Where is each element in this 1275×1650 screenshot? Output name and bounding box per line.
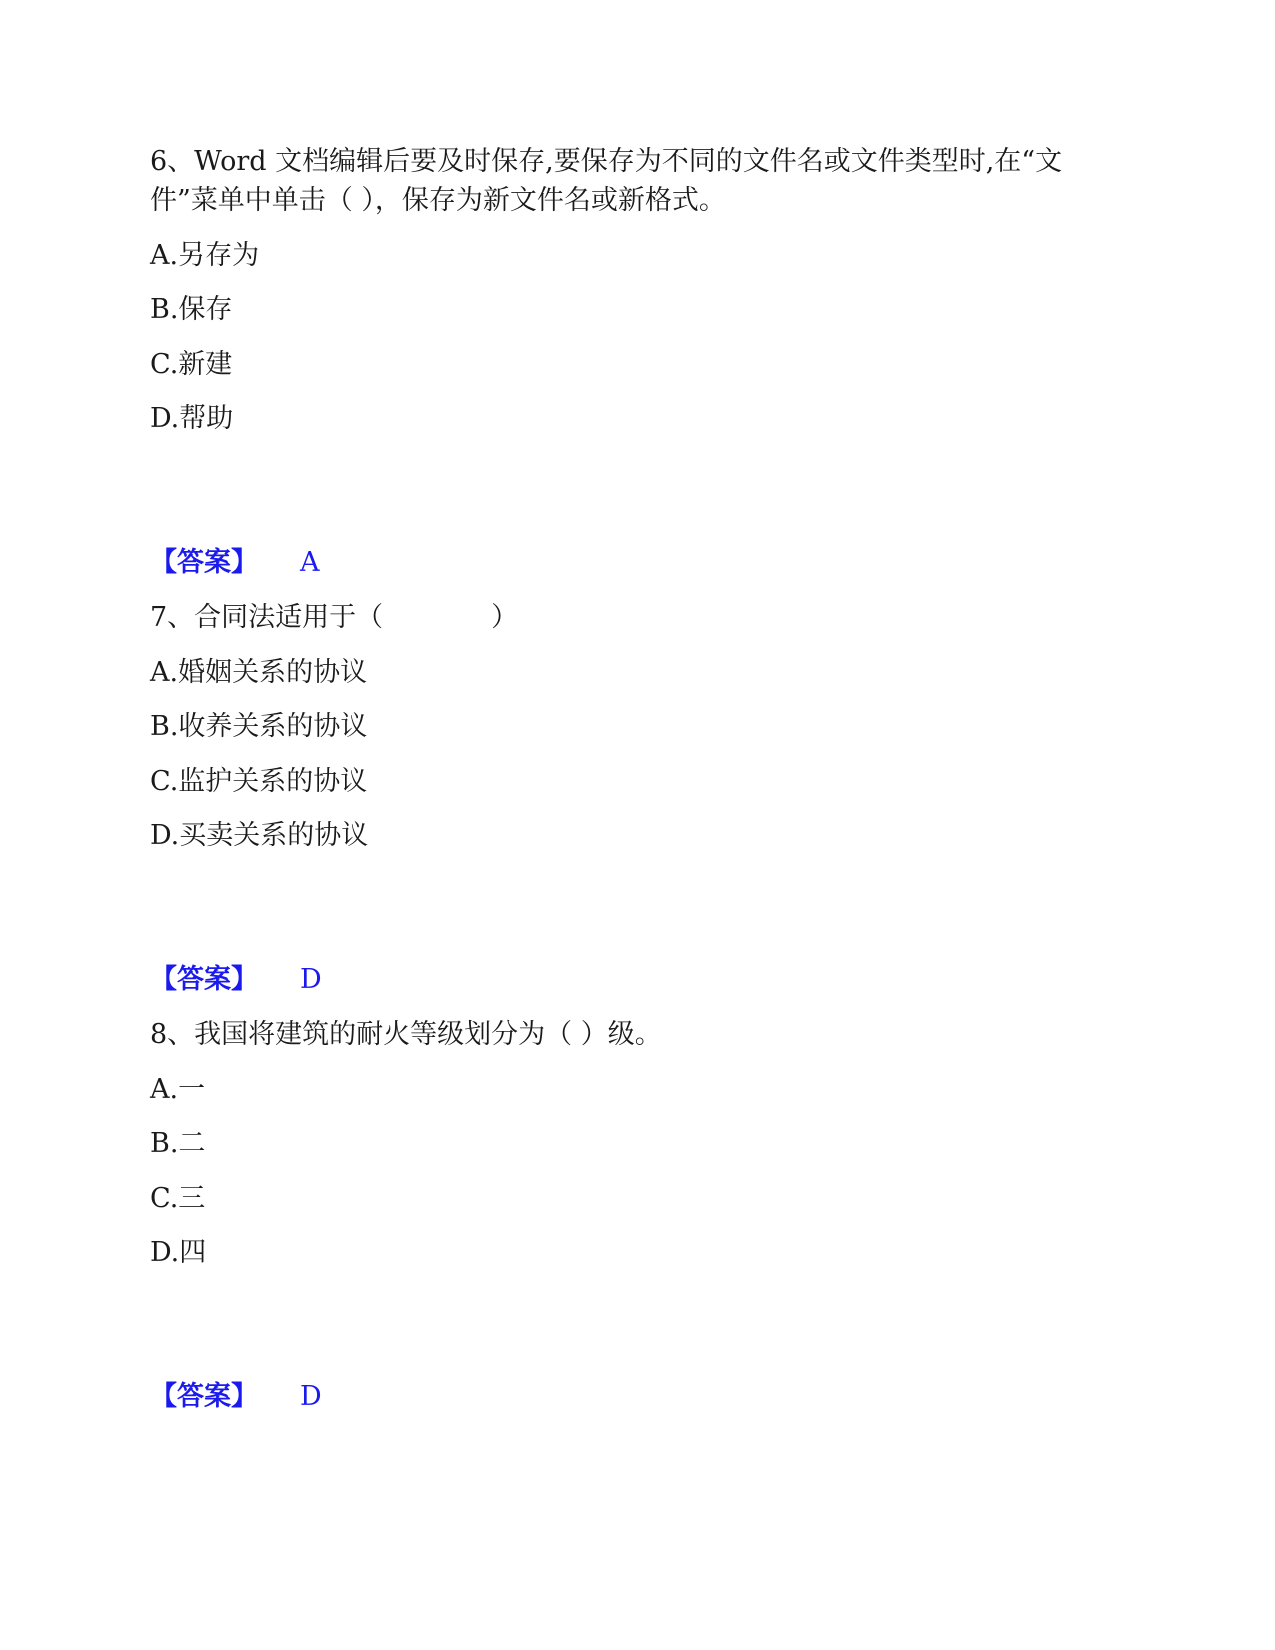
question-7-option-a: A.婚姻关系的协议 [150, 657, 368, 688]
answer-value: D [300, 1381, 322, 1412]
answer-label: 【答案】 [150, 547, 258, 578]
question-6-stem-line-1: 6、Word 文档编辑后要及时保存,要保存为不同的文件名或文件类型时,在“文 [150, 146, 1063, 177]
question-8-option-b: B.二 [150, 1128, 206, 1159]
question-8-option-c: C.三 [150, 1183, 206, 1214]
question-8-option-a: A.一 [150, 1074, 206, 1105]
question-7-answer [150, 960, 322, 1000]
answer-value: A [300, 547, 320, 578]
question-8-stem: 8、我国将建筑的耐火等级划分为（ ）级。 [150, 1019, 662, 1050]
question-7-stem: 7、合同法适用于（ ） [150, 602, 519, 633]
question-7-option-c: C.监护关系的协议 [150, 766, 368, 797]
question-8-option-d: D.四 [150, 1237, 207, 1268]
answer-label: 【答案】 [150, 1381, 258, 1412]
question-6-option-a: A.另存为 [150, 240, 260, 271]
answer-label: 【答案】 [150, 964, 258, 995]
question-7-option-d: D.买卖关系的协议 [150, 820, 369, 851]
question-8-answer [150, 1377, 322, 1417]
question-6-stem-line-2: 件”菜单中单击（ ），保存为新文件名或新格式。 [150, 185, 726, 216]
question-6-option-d: D.帮助 [150, 403, 234, 434]
answer-value: D [300, 964, 322, 995]
question-6-option-b: B.保存 [150, 294, 233, 325]
question-6-answer [150, 543, 320, 583]
question-6-option-c: C.新建 [150, 349, 233, 380]
question-7-option-b: B.收养关系的协议 [150, 711, 368, 742]
